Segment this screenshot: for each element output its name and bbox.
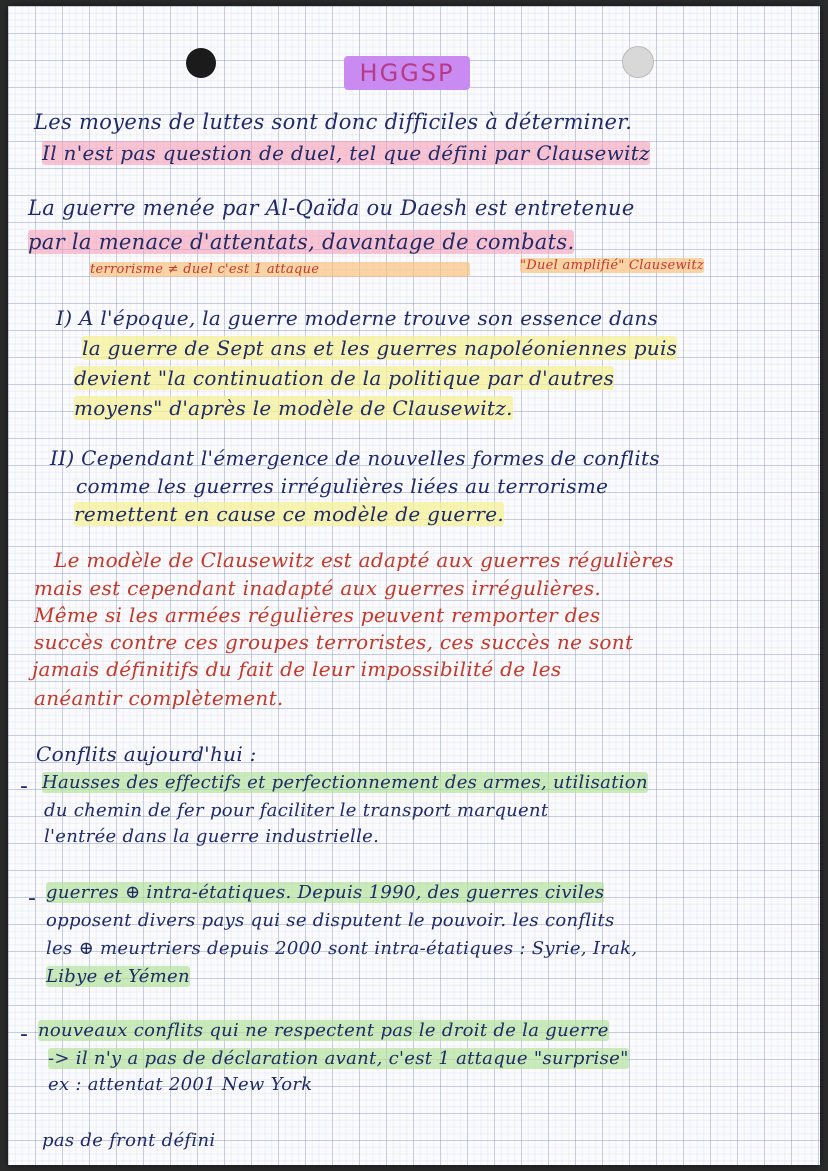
section-heading: Conflits aujourd'hui : [36, 742, 257, 766]
intro-line-3: La guerre menée par Al-Qaïda ou Daesh est entretenue [28, 196, 635, 220]
red-line-4: succès contre ces groupes terroristes, ces succès ne sont [34, 630, 634, 654]
part-1-line-2: la guerre de Sept ans et les guerres napoléoniennes puis [82, 336, 678, 360]
bullet-dash: - [28, 886, 36, 911]
conflict-2-line-3: les ⊕ meurtriers depuis 2000 sont intra-étatiques : Syrie, Irak, [46, 938, 638, 959]
bullet-dash: - [20, 1022, 28, 1047]
conflict-1-line-1 [42, 772, 648, 793]
part-2-line-1: II) Cependant l'émergence de nouvelles formes de conflits [50, 446, 660, 470]
red-line-1: Le modèle de Clausewitz est adapté aux guerres régulières [54, 548, 674, 572]
red-line-5: jamais définitifs du fait de leur impossibilité de les [32, 657, 562, 681]
notebook-page [8, 6, 820, 1165]
conflict-2-line-2: opposent divers pays qui se disputent le pouvoir. les conflits [46, 910, 615, 931]
conflict-3-line-2 [48, 1048, 629, 1069]
part-1-line-3: devient "la continuation de la politique par d'autres [74, 366, 615, 390]
note-duel-amplifie: "Duel amplifié" Clausewitz [520, 258, 704, 273]
note-terrorisme: terrorisme ≠ duel c'est 1 attaque [90, 262, 470, 277]
punch-hole-right [622, 46, 654, 78]
red-line-2: mais est cependant inadapté aux guerres irrégulières. [34, 576, 602, 600]
page-title: HGGSP [344, 56, 470, 90]
red-line-6: anéantir complètement. [34, 686, 284, 710]
conflict-3-text: nouveaux conflits qui ne respectent pas le droit de la guerre [38, 1020, 609, 1041]
conflict-1-line-2: du chemin de fer pour faciliter le transport marquent [44, 800, 549, 821]
red-line-3: Même si les armées régulières peuvent remporter des [34, 603, 601, 627]
punch-hole-left [186, 48, 216, 78]
conflict-3-line-3: ex : attentat 2001 New York [48, 1074, 313, 1095]
part-2-line-3: remettent en cause ce modèle de guerre. [74, 502, 505, 526]
intro-line-2: Il n'est pas question de duel, tel que défini par Clausewitz [42, 141, 650, 165]
conflict-2-line-1 [46, 882, 604, 903]
conflict-1-line-3: l'entrée dans la guerre industrielle. [44, 826, 380, 847]
bullet-dash: - [20, 774, 28, 799]
intro-line-1: Les moyens de luttes sont donc difficiles à déterminer. [34, 110, 633, 134]
conflict-2-text: guerres ⊕ intra-étatiques. Depuis 1990, des guerres civiles [46, 882, 605, 903]
conflict-4-line: pas de front défini [42, 1130, 216, 1151]
part-1-line-1: I) A l'époque, la guerre moderne trouve son essence dans [56, 306, 659, 330]
conflict-3-line-1 [38, 1020, 609, 1041]
conflict-1-text: Hausses des effectifs et perfectionnement des armes, utilisation [42, 772, 648, 793]
intro-line-4: par la menace d'attentats, davantage de combats. [28, 230, 575, 254]
conflict-2-countries: Libye et Yémen [46, 966, 190, 987]
conflict-2-line-4 [46, 966, 190, 987]
part-1-line-4: moyens" d'après le modèle de Clausewitz. [74, 396, 513, 420]
conflict-3-detail: -> il n'y a pas de déclaration avant, c'est 1 attaque "surprise" [48, 1048, 629, 1069]
part-2-line-2: comme les guerres irrégulières liées au terrorisme [76, 474, 609, 498]
